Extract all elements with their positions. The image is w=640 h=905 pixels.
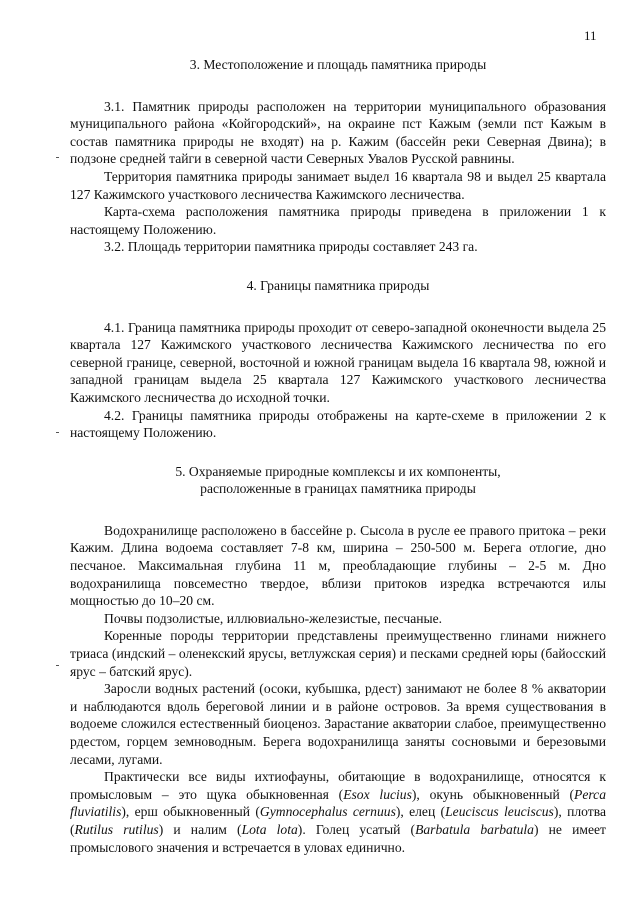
page-number: 11 (584, 28, 597, 43)
section-5-ichthyofauna-paragraph (70, 768, 606, 856)
species-name: Gymnocephalus cernuus (259, 804, 396, 820)
section-4-2-paragraph: 4.2. Границы памятника природы отображены на карте-схеме в приложении 2 к настоящему Положению. (70, 407, 606, 441)
document-body (70, 56, 606, 856)
margin-mark (56, 432, 59, 433)
fauna-text: Практически все виды ихтиофауны, обитающие в водохранилище, относятся к промысловым – это щука обыкновенная ( (70, 769, 606, 802)
margin-mark (56, 157, 59, 158)
fauna-text: ), плотва ( (70, 804, 606, 837)
species-name: Perca fluviatilis (70, 786, 606, 820)
species-name: Leuciscus leuciscus (445, 804, 554, 820)
fauna-text: ) не имеет промыслового значения и встречается в уловах единично. (70, 821, 606, 855)
fauna-text: ), окунь обыкновенный ( (411, 786, 575, 802)
fauna-text: ) и налим ( (158, 821, 242, 837)
species-name: Esox lucius (343, 786, 412, 802)
section-5-heading-line-1: 5. Охраняемые природные комплексы и их компоненты, (175, 463, 501, 479)
species-name: Barbatula barbatula (415, 821, 534, 837)
fauna-text: ), елец ( (395, 804, 446, 820)
section-3-map-paragraph: Карта-схема расположения памятника природы приведена в приложении 1 к настоящему Положению. (70, 204, 606, 237)
section-5-bedrock-paragraph: Коренные породы территории представлены преимущественно глинами нижнего триаса (индский – оленекский ярусы, ветлужская серия) и песками средней юры (байосский ярус – батский ярус). (70, 628, 606, 679)
section-5-heading-line-2: расположенные в границах памятника природы (200, 481, 476, 497)
species-name: Rutilus rutilus (74, 821, 159, 837)
section-5-soils-paragraph: Почвы подзолистые, иллювиально-железистые, песчаные. (104, 610, 443, 626)
section-3-1-paragraph: 3.1. Памятник природы расположен на территории муниципального образования муниципального района «Койгородский», на окраине пст Кажым (земли пст Кажым в состав памятника природы не входят) на р. Кажим (бассейн реки Северная Двина); в подзоне средней тайги в северной части Северных Увалов Русской равнины. (70, 98, 606, 167)
section-5-reservoir-paragraph: Водохранилище расположено в бассейне р. Сысола в русле ее правого притока – реки Кажим. Длина водоема составляет 7-8 км, ширина – 250-500 м. Берега отлогие, дно песчаное. Максимальная глубина 11 м, преобладающие глубины – 2-5 м. Дно водохранилища повсеместно твердое, вблизи притоков изредка встречаются илы мощностью до 10–20 см. (70, 522, 606, 609)
fauna-text: ), ерш обыкновенный ( (121, 804, 260, 820)
section-4-heading: 4. Границы памятника природы (246, 277, 430, 293)
section-4-1-paragraph: 4.1. Граница памятника природы проходит от северо-западной оконечности выдела 25 квартала 127 Кажимского участкового лесничества Кажимского лесничества по его северной границе, северной, восточной и южной границам выдела 16 квартала 98, южной и западной границам выдела 25 квартала 127 Кажимского участкового лесничества Кажимского лесничества до исходной точки. (70, 319, 606, 405)
fauna-text: ). Голец усатый ( (297, 821, 416, 837)
section-3-heading: 3. Местоположение и площадь памятника природы (189, 57, 487, 72)
section-5-vegetation-paragraph: Заросли водных растений (осоки, кубышка, рдест) занимают не более 8 % акватории и наблюдаются вдоль береговой линии и в районе островов. За время существования в водоеме сложился естественный биоценоз. Зарастание акватории слабое, преимущественно рдестом, горцем земноводным. Берега водохранилища заняты сосновыми и березовыми лесами, лугами. (70, 681, 606, 767)
section-3-2-paragraph: 3.2. Площадь территории памятника природы составляет 243 га. (104, 239, 478, 255)
species-name: Lota lota (241, 821, 298, 837)
margin-mark (56, 665, 59, 666)
section-3-territory-paragraph: Территория памятника природы занимает выдел 16 квартала 98 и выдел 25 квартала 127 Кажимского участкового лесничества Кажимского лесничества. (70, 168, 606, 202)
